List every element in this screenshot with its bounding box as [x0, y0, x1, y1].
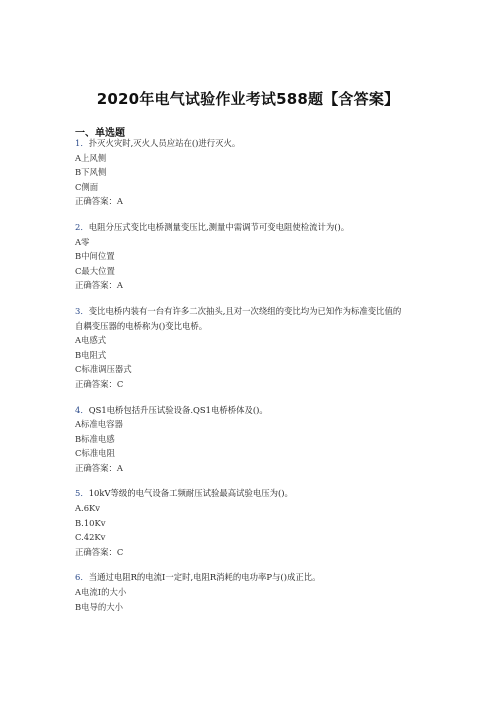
question-stem: [75, 403, 425, 418]
question-number: 1．: [75, 138, 89, 148]
option: C标准调压器式: [75, 364, 132, 375]
question-number: 3．: [75, 305, 89, 316]
option: B.10Kv: [75, 517, 106, 528]
option: A零: [75, 236, 90, 247]
question-text: QS1电桥包括升压试验设备.QS1电桥桥体及()。: [88, 404, 268, 415]
option: A上风侧: [75, 152, 107, 163]
question-text: 扑灭火灾时,灭火人员应站在()进行灭火。: [88, 138, 241, 148]
option: B下风侧: [75, 167, 107, 178]
answer: 正确答案：A: [75, 462, 123, 473]
question-text-continued: 自耦变压器的电桥称为()变比电桥。: [75, 320, 208, 331]
question-list: [75, 136, 425, 625]
option: C.42Kv: [75, 532, 106, 543]
answer: 正确答案：A: [75, 280, 123, 291]
question-number: 2．: [75, 221, 89, 232]
option: C最大位置: [75, 265, 115, 276]
option: B标准电感: [75, 433, 115, 444]
question-number: 5．: [75, 488, 89, 499]
option: B电阻式: [75, 349, 107, 360]
question-stem: [75, 486, 425, 501]
option: C侧面: [75, 181, 99, 192]
question-item: [75, 220, 425, 293]
question-text: 电阻分压式变比电桥测量变压比,测量中需调节可变电阻使检流计为()。: [88, 221, 350, 232]
option: A.6Kv: [75, 503, 101, 514]
question-item: [75, 136, 425, 209]
question-stem: [75, 570, 425, 585]
document-title: 2020年电气试验作业考试588题【含答案】: [96, 90, 400, 108]
question-stem: [75, 220, 425, 235]
question-number: 4．: [75, 404, 89, 415]
answer: 正确答案：A: [75, 196, 123, 207]
question-item: [75, 304, 425, 392]
question-item: [75, 403, 425, 476]
question-stem: [75, 304, 425, 319]
option: B电导的大小: [75, 601, 124, 612]
question-text: 变比电桥内装有一台有许多二次抽头,且对一次绕组的变比均为已知作为标准变比值的: [88, 305, 402, 316]
option: B中间位置: [75, 251, 115, 262]
question-text: 当通过电阻R的电流I一定时,电阻R消耗的电功率P与()成正比。: [88, 572, 321, 583]
option: A标准电容器: [75, 419, 123, 430]
question-item: [75, 486, 425, 559]
question-number: 6．: [75, 572, 89, 583]
question-text: 10kV等级的电气设备工频耐压试验最高试验电压为()。: [88, 488, 293, 499]
question-item: [75, 570, 425, 614]
answer: 正确答案：C: [75, 378, 124, 389]
question-stem: [75, 136, 425, 151]
answer: 正确答案：C: [75, 546, 124, 557]
option: C标准电阻: [75, 448, 115, 459]
option: A电感式: [75, 335, 107, 346]
option: A电流I的大小: [75, 587, 127, 598]
section-heading: 一、单选题: [75, 128, 125, 139]
